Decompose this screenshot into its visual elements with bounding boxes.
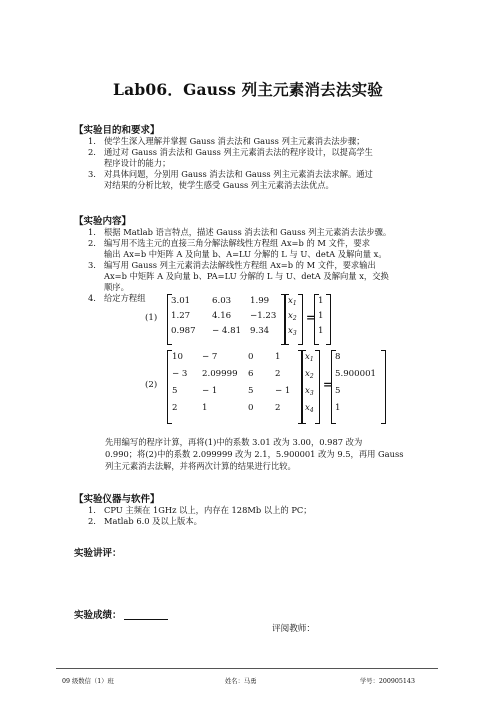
- matrix-cell: 2: [275, 403, 281, 413]
- footer-student-id: 学号：200905143: [360, 678, 415, 685]
- content-item-text: 顺序。: [104, 282, 129, 292]
- matrix-cell: − 4.81: [212, 326, 242, 336]
- vector-b-entry: 1: [318, 311, 324, 321]
- purpose-item-text: 使学生深入理解并掌握 Gauss 消去法和 Gauss 列主元素消去法步骤；: [104, 136, 365, 146]
- purpose-item-number: 2.: [88, 147, 96, 157]
- vector-x-subscript: 1: [292, 300, 297, 307]
- matrix-cell: −1.23: [250, 311, 277, 321]
- lecture-label: 实验讲评：: [74, 548, 122, 559]
- matrix-cell: 2.09999: [202, 369, 238, 379]
- vector-x-entry: $x_3$: [305, 386, 314, 397]
- paragraph-line: 0.990；将(2)中的系数 2.099999 改为 2.1，5.900001 改为 9.5，再用 Gauss: [105, 449, 404, 459]
- purpose-item-number: 1.: [88, 136, 96, 146]
- equipment-heading: 【实验仪器与软件】: [74, 494, 160, 505]
- content-item-number: 2.: [88, 238, 96, 248]
- vector-x-subscript: 3: [309, 390, 314, 397]
- matrix-cell: 3.01: [171, 296, 191, 306]
- content-item-number: 3.: [88, 260, 96, 270]
- content-item-text: Ax=b 中矩阵 A 及向量 b、PA=LU 分解的 L 与 U、detA 及解向量 x，交换: [104, 271, 389, 281]
- matrix-cell: − 7: [202, 352, 218, 362]
- matrix-cell: 10: [172, 352, 183, 362]
- vector-x-subscript: 3: [292, 330, 297, 337]
- vector-b-entry: 5.900001: [335, 369, 377, 379]
- matrix-cell: − 1: [275, 386, 291, 396]
- content-item-text: 给定方程组: [104, 293, 146, 303]
- score-label: 实验成绩：: [74, 610, 122, 621]
- paragraph-line: 列主元素消去法解，并将两次计算的结果进行比较。: [105, 461, 296, 471]
- matrix-cell: 6.03: [212, 296, 232, 306]
- content-item-number: 4.: [88, 293, 96, 303]
- matrix-cell: 1: [275, 352, 281, 362]
- vector-x-subscript: 2: [292, 315, 297, 322]
- matrix-cell: 1: [202, 403, 208, 413]
- equipment-item-number: 1.: [88, 505, 96, 515]
- paragraph-line: 先用编写的程序计算，再将(1)中的系数 3.01 改为 3.00，0.987 改为: [105, 437, 363, 447]
- page-title: Lab06．Gauss 列主元素消去法实验: [113, 80, 383, 99]
- content-item-number: 1.: [88, 227, 96, 237]
- vector-b-bracket-right: [381, 350, 386, 424]
- matrix-cell: 9.34: [250, 326, 270, 336]
- matrix-cell: 0.987: [171, 326, 196, 336]
- purpose-item-number: 3.: [88, 169, 96, 179]
- vector-x-entry: $x_2$: [288, 311, 297, 322]
- content-heading: 【实验内容】: [74, 216, 132, 227]
- equipment-item-text: CPU 主频在 1GHz 以上，内存在 128Mb 以上的 PC；: [104, 505, 312, 515]
- footer-rule: [56, 668, 438, 669]
- vector-b-entry: 8: [335, 352, 341, 362]
- matrix-cell: 0: [248, 403, 254, 413]
- purpose-item-text: 对具体问题，分别用 Gauss 消去法和 Gauss 列主元素消去法求解。通过: [104, 169, 373, 179]
- system-label: (2): [145, 380, 158, 390]
- vector-x-subscript: 1: [309, 356, 314, 363]
- vector-x-bracket-right: [298, 294, 303, 345]
- matrix-cell: 2: [172, 403, 178, 413]
- equals-sign: =: [306, 310, 316, 324]
- matrix-cell: 5: [172, 386, 178, 396]
- matrix-cell: − 3: [172, 369, 188, 379]
- purpose-item-text: 程序设计的能力；: [104, 158, 171, 168]
- matrix-cell: 2: [275, 369, 281, 379]
- content-item-text: 编写用 Gauss 列主元素消去法解线性方程组 Ax=b 的 M 文件，要求输出: [104, 260, 376, 270]
- vector-b-bracket-right: [326, 294, 331, 345]
- vector-b-entry: 5: [335, 386, 341, 396]
- matrix-cell: − 1: [202, 386, 218, 396]
- vector-x-entry: $x_1$: [305, 352, 314, 363]
- content-item-text: 根据 Matlab 语言特点，描述 Gauss 消去法和 Gauss 列主元素消去法步骤。: [104, 227, 392, 237]
- vector-x-entry: $x_3$: [288, 326, 297, 337]
- purpose-heading: 【实验目的和要求】: [74, 125, 160, 136]
- content-item-text: 输出 Ax=b 中矩阵 A 及向量 b、A=LU 分解的 L 与 U、detA 及解向量 x。: [104, 249, 387, 259]
- vector-b-entry: 1: [335, 403, 341, 413]
- matrix-cell: 1.99: [250, 296, 270, 306]
- vector-x-subscript: 2: [309, 373, 314, 380]
- purpose-item-text: 通过对 Gauss 消去法和 Gauss 列主元素消去法的程序设计，以提高学生: [104, 147, 373, 157]
- vector-x-bracket-right: [315, 350, 320, 424]
- vector-b-entry: 1: [318, 326, 324, 336]
- vector-x-subscript: 4: [309, 407, 314, 414]
- matrix-cell: 0: [248, 352, 254, 362]
- reviewer-label: 评阅教师：: [272, 624, 315, 634]
- matrix-cell: 1.27: [171, 311, 191, 321]
- equals-sign: =: [323, 378, 333, 391]
- score-blank-line: [124, 619, 168, 620]
- equipment-item-text: Matlab 6.0 及以上版本。: [104, 516, 202, 526]
- equipment-item-number: 2.: [88, 516, 96, 526]
- vector-x-entry: $x_1$: [288, 296, 297, 307]
- footer-class: 09 级数信（1）班: [62, 678, 114, 685]
- vector-b-entry: 1: [318, 296, 324, 306]
- matrix-cell: 5: [248, 386, 254, 396]
- system-label: (1): [145, 312, 158, 323]
- matrix-cell: 4.16: [212, 311, 232, 321]
- matrix-cell: 6: [248, 369, 254, 379]
- purpose-item-text: 对结果的分析比较，使学生感受 Gauss 列主元素消去法优点。: [104, 180, 334, 190]
- footer-name: 姓名：马勇: [225, 678, 257, 685]
- vector-x-entry: $x_2$: [305, 369, 314, 380]
- vector-x-entry: $x_4$: [305, 403, 314, 414]
- content-item-text: 编写用不选主元的直接三角分解法解线性方程组 Ax=b 的 M 文件，要求: [104, 238, 370, 248]
